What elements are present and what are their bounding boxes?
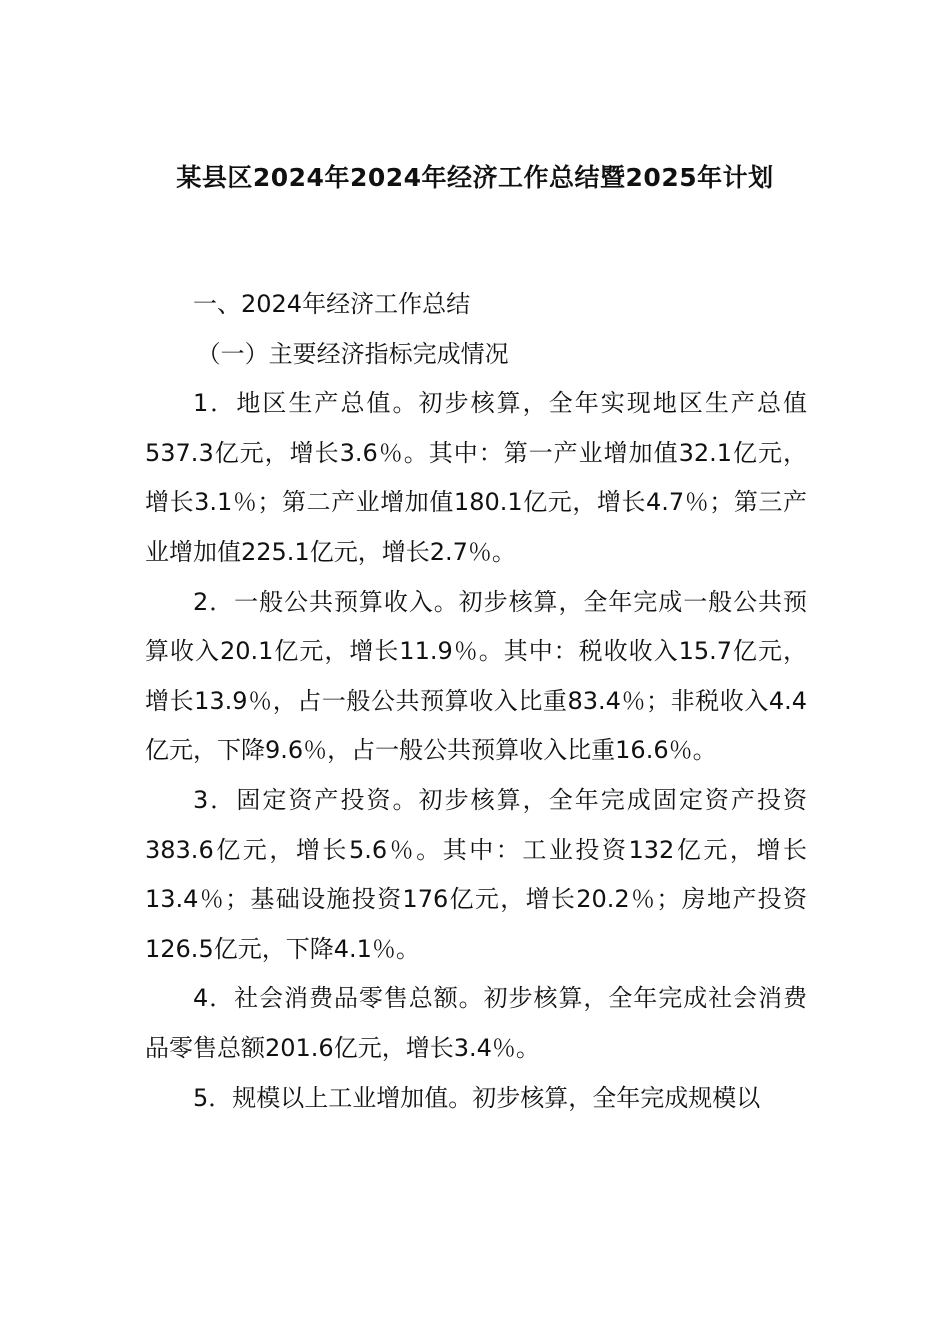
section-heading: 一、2024年经济工作总结 [193, 290, 471, 318]
paragraph-industrial-value-added: 5．规模以上工业增加值。初步核算，全年完成规模以 [193, 1083, 761, 1112]
subsection-heading: （一）主要经济指标完成情况 [196, 339, 509, 368]
paragraph-fixed-asset-investment: 3．固定资产投资。初步核算，全年完成固定资产投资383.6亿元，增长5.6％。其中：工业投资132亿元，增长13.4％；基础设施投资176亿元，增长20.2％；房地产投资126.5亿元，下降4.1％。 [145, 785, 807, 963]
document-title: 某县区2024年2024年经济工作总结暨2025年计划 [176, 163, 774, 192]
paragraph-budget-revenue: 2．一般公共预算收入。初步核算，全年完成一般公共预算收入20.1亿元，增长11.9％。其中：税收收入15.7亿元，增长13.9％，占一般公共预算收入比重83.4％；非税收入4.4亿元，下降9.6％，占一般公共预算收入比重16.6％。 [145, 587, 807, 765]
paragraph-retail-sales: 4．社会消费品零售总额。初步核算，全年完成社会消费品零售总额201.6亿元，增长3.4％。 [145, 984, 807, 1062]
document-body [145, 280, 807, 1123]
paragraph-gdp: 1．地区生产总值。初步核算，全年实现地区生产总值537.3亿元，增长3.6％。其中：第一产业增加值32.1亿元，增长3.1％；第二产业增加值180.1亿元，增长4.7％；第三产业增加值225.1亿元，增长2.7％。 [145, 389, 807, 566]
